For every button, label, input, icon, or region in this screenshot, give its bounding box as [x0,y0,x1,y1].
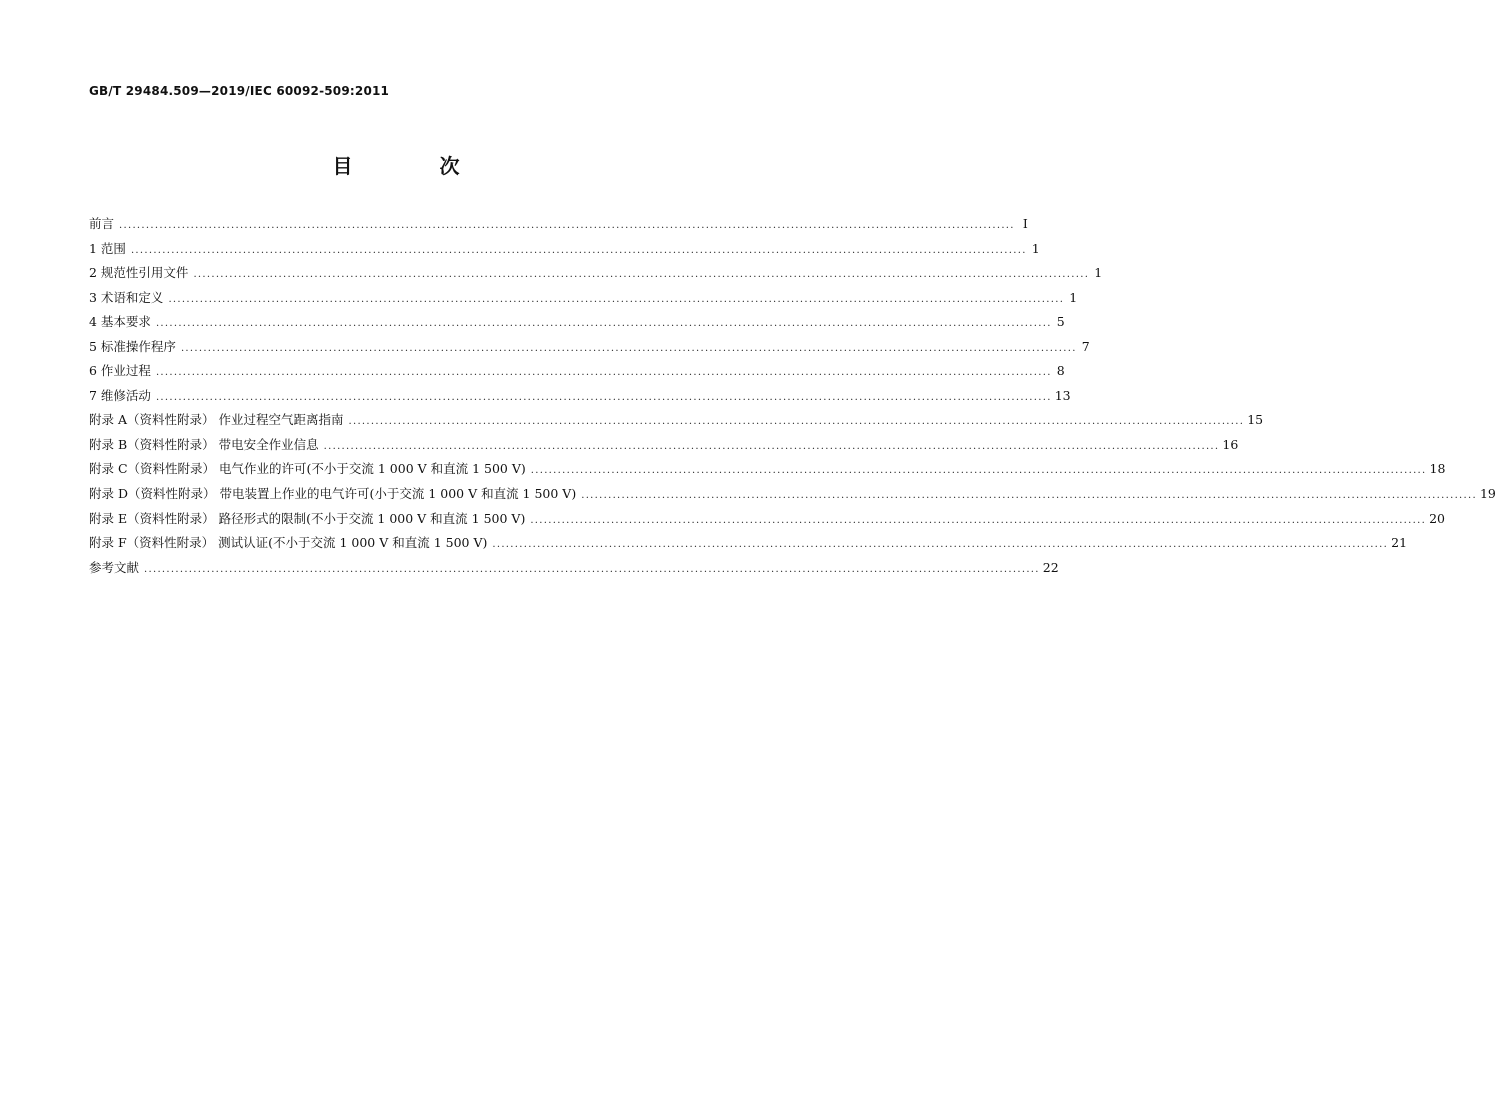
toc-leader-dots: ........................................................................................................................................................................................................ [530,465,1427,477]
toc-page-number: 15 [1247,412,1264,428]
toc-entry-scope[interactable] [89,239,1040,264]
toc-page-number: 20 [1429,510,1445,526]
toc-page-number: 19 [1479,486,1496,502]
toc-page-number: 13 [1054,387,1071,403]
toc-entry-label: 6 作业过程 [89,363,151,379]
toc-entry-work-process[interactable] [89,361,1065,386]
toc-entry-label: 附录 A（资料性附录） 作业过程空气距离指南 [89,412,344,428]
toc-page-number: 8 [1056,363,1065,379]
toc-page-number: 21 [1391,535,1408,551]
table-of-contents [89,214,1496,582]
toc-leader-dots: ........................................................................................................................................................................................................ [492,539,1389,551]
toc-page-number: Ⅰ [1022,216,1028,231]
toc-entry-annex-b[interactable] [89,435,1239,460]
toc-leader-dots: ........................................................................................................................................................................................................ [168,293,1065,305]
toc-leader-dots: ........................................................................................................................................................................................................ [130,244,1027,256]
toc-entry-label: 前言 [89,216,115,231]
toc-entry-normative-references[interactable] [89,263,1103,288]
toc-entry-label: 附录 B（资料性附录） 带电安全作业信息 [89,436,319,452]
toc-leader-dots: ........................................................................................................................................................................................................ [180,342,1077,354]
toc-entry-label: 附录 F（资料性附录） 测试认证(不小于交流 1 000 V 和直流 1 500 V) [89,535,488,551]
toc-leader-dots: ........................................................................................................................................................................................................ [119,220,1015,231]
toc-entry-maintenance[interactable] [89,386,1071,411]
toc-entry-label: 3 术语和定义 [89,289,164,305]
toc-entry-label: 2 规范性引用文件 [89,265,189,281]
toc-entry-basic-requirements[interactable] [89,312,1065,337]
toc-entry-label: 4 基本要求 [89,314,151,330]
toc-leader-dots: ........................................................................................................................................................................................................ [155,367,1052,379]
toc-entry-annex-a[interactable] [89,410,1264,435]
toc-page-number: 18 [1429,461,1446,477]
toc-entry-label: 5 标准操作程序 [89,338,176,354]
toc-page-number: 1 [1094,265,1103,281]
toc-entry-label: 参考文献 [89,559,140,575]
toc-leader-dots: ........................................................................................................................................................................................................ [323,440,1220,452]
toc-leader-dots: ........................................................................................................................................................................................................ [193,269,1090,281]
toc-entry-label: 附录 C（资料性附录） 电气作业的许可(不小于交流 1 000 V 和直流 1 500 V) [89,461,526,477]
toc-leader-dots: ........................................................................................................................................................................................................ [581,490,1477,502]
toc-entry-label: 1 范围 [89,240,126,256]
standard-code: GB/T 29484.509—2019/IEC 60092-509:2011 [89,84,390,98]
toc-leader-dots: ........................................................................................................................................................................................................ [144,563,1040,575]
toc-entry-annex-c[interactable] [89,459,1446,484]
toc-entry-label: 附录 D（资料性附录） 带电装置上作业的电气许可(小于交流 1 000 V 和直流 1 500 V) [89,486,577,502]
toc-page-number: 5 [1056,314,1065,330]
toc-entry-label: 附录 E（资料性附录） 路径形式的限制(不小于交流 1 000 V 和直流 1 500 V) [89,510,526,526]
toc-entry-annex-e[interactable] [89,509,1445,534]
toc-leader-dots: ........................................................................................................................................................................................................ [155,318,1052,330]
toc-entry-standard-procedures[interactable] [89,337,1090,362]
page-title: 目 次 [332,154,500,178]
toc-entry-annex-f[interactable] [89,533,1408,558]
toc-entry-bibliography[interactable] [89,558,1059,583]
toc-entry-terms-definitions[interactable] [89,288,1078,313]
toc-leader-dots: ........................................................................................................................................................................................................ [348,416,1245,428]
toc-page-number: 1 [1031,240,1040,256]
toc-leader-dots: ........................................................................................................................................................................................................ [530,514,1427,526]
toc-page-number: 7 [1081,338,1090,354]
toc-leader-dots: ........................................................................................................................................................................................................ [155,391,1052,403]
toc-entry-annex-d[interactable] [89,484,1496,509]
toc-page-number: 22 [1042,559,1059,575]
toc-page-number: 1 [1069,289,1078,305]
toc-page-number: 16 [1222,436,1239,452]
toc-entry-label: 7 维修活动 [89,387,151,403]
toc-entry-foreword[interactable] [89,214,1028,239]
